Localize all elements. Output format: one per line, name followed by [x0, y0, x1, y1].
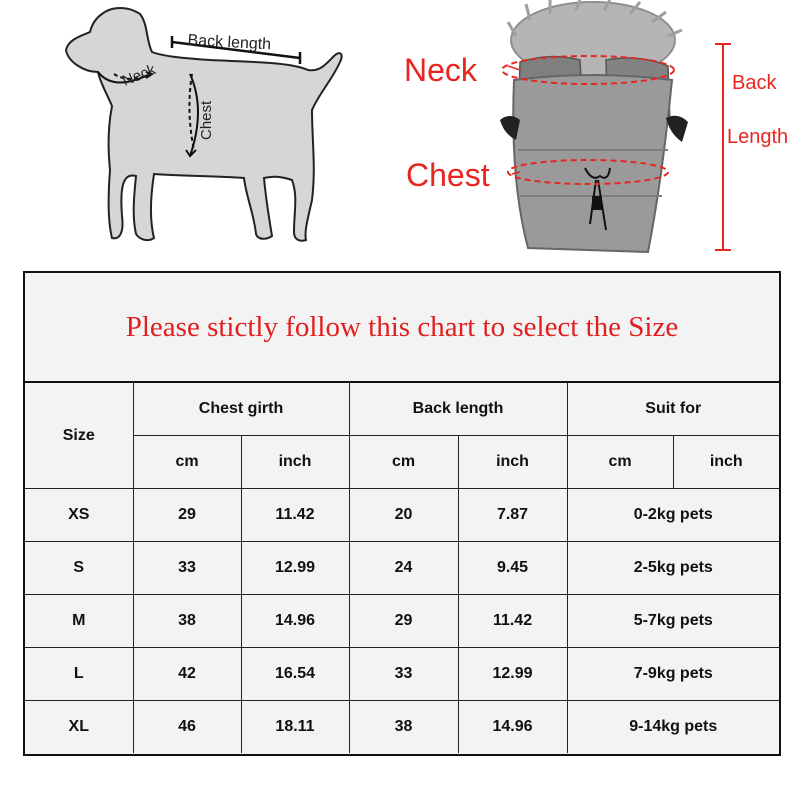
suit-for-cell: 0-2kg pets [567, 489, 779, 542]
size-cell: XS [25, 489, 133, 542]
subheader-cm: cm [133, 436, 241, 489]
dog-chest-label: Chest [198, 100, 215, 140]
chest-inch-cell: 18.11 [241, 701, 349, 754]
back-cm-cell: 38 [349, 701, 458, 754]
size-cell: S [25, 542, 133, 595]
table-row [25, 595, 779, 648]
table-header-row [25, 383, 779, 436]
back-inch-cell: 11.42 [458, 595, 567, 648]
size-cell: M [25, 595, 133, 648]
header-size: Size [25, 383, 133, 489]
size-cell: L [25, 648, 133, 701]
chest-inch-cell: 12.99 [241, 542, 349, 595]
back-inch-cell: 7.87 [458, 489, 567, 542]
back-cm-cell: 24 [349, 542, 458, 595]
header-back-length: Back length [349, 383, 567, 436]
coat-neck-label: Neck [404, 52, 477, 88]
chest-cm-cell: 38 [133, 595, 241, 648]
chest-cm-cell: 29 [133, 489, 241, 542]
table-subheader-row [25, 436, 779, 489]
subheader-inch: inch [241, 436, 349, 489]
subheader-inch: inch [673, 436, 779, 489]
coat-length-label: Length [727, 126, 789, 148]
coat-back-label: Back [732, 72, 777, 94]
table-row [25, 701, 779, 754]
subheader-cm: cm [349, 436, 458, 489]
coat-chest-label: Chest [406, 157, 490, 193]
back-inch-cell: 9.45 [458, 542, 567, 595]
suit-for-cell: 9-14kg pets [567, 701, 779, 754]
header-suit-for: Suit for [567, 383, 779, 436]
chest-cm-cell: 42 [133, 648, 241, 701]
back-inch-cell: 12.99 [458, 648, 567, 701]
suit-for-cell: 5-7kg pets [567, 595, 779, 648]
suit-for-cell: 7-9kg pets [567, 648, 779, 701]
dog-neck-label: Neck [120, 61, 159, 90]
header-chest-girth: Chest girth [133, 383, 349, 436]
size-chart [23, 271, 781, 756]
table-row [25, 542, 779, 595]
table-row [25, 489, 779, 542]
subheader-cm: cm [567, 436, 673, 489]
size-table [25, 383, 779, 753]
coat-body [513, 75, 672, 252]
chart-title: Please stictly follow this chart to select the Size [25, 273, 779, 383]
chest-inch-cell: 14.96 [241, 595, 349, 648]
suit-for-cell: 2-5kg pets [567, 542, 779, 595]
back-inch-cell: 14.96 [458, 701, 567, 754]
back-cm-cell: 33 [349, 648, 458, 701]
size-cell: XL [25, 701, 133, 754]
chest-inch-cell: 11.42 [241, 489, 349, 542]
subheader-inch: inch [458, 436, 567, 489]
table-row [25, 648, 779, 701]
chest-cm-cell: 33 [133, 542, 241, 595]
back-cm-cell: 29 [349, 595, 458, 648]
chest-cm-cell: 46 [133, 701, 241, 754]
back-cm-cell: 20 [349, 489, 458, 542]
dog-back-length-label: Back length [187, 32, 272, 54]
illustration-area [0, 0, 800, 262]
chest-inch-cell: 16.54 [241, 648, 349, 701]
